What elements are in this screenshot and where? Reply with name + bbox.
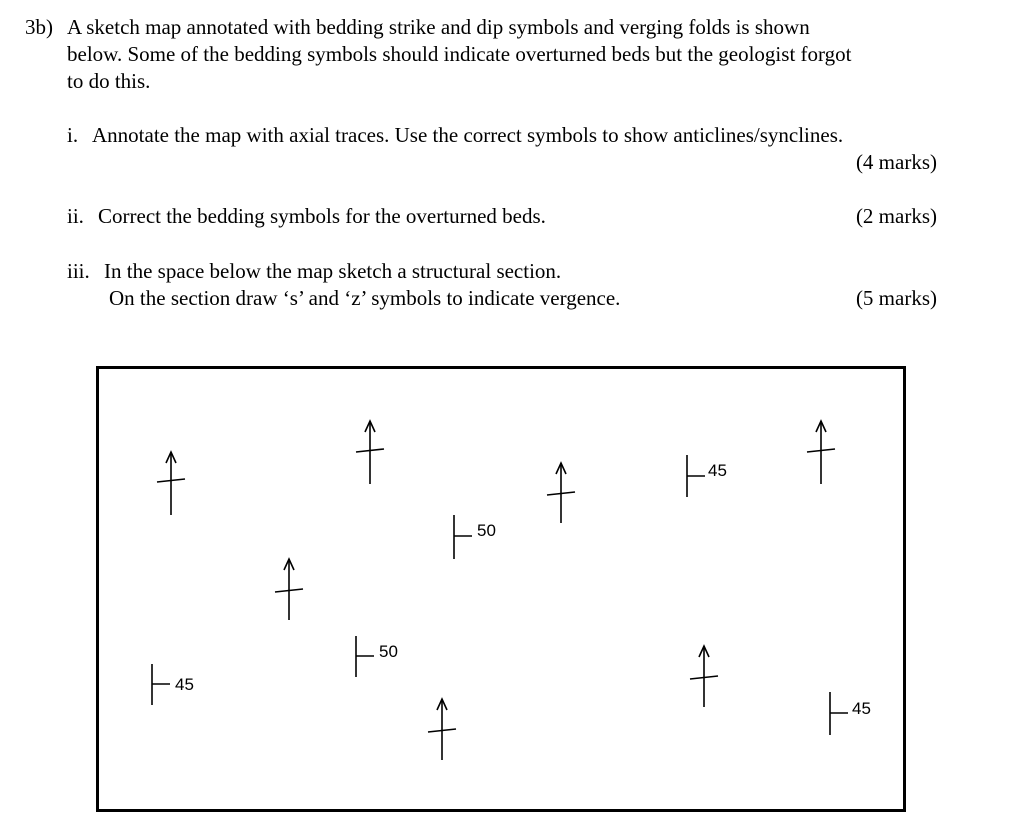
question-intro-line-1: A sketch map annotated with bedding strike and dip symbols and verging folds is shown [67,15,810,39]
part-ii-text: Correct the bedding symbols for the overturned beds. [98,204,546,228]
question-intro-line-2: below. Some of the bedding symbols should indicate overturned beds but the geologist forgot [67,42,852,66]
part-iii-label: iii. [67,259,90,283]
part-i-label: i. [67,123,79,147]
verging-fold-symbol-1 [157,452,185,515]
part-i-marks: (4 marks) [855,150,937,174]
verging-fold-symbol-5 [275,559,303,620]
question-number: 3b) [25,15,53,39]
verging-fold-symbol-6 [428,699,456,760]
part-iii-text-line-2: On the section draw ‘s’ and ‘z’ symbols to indicate vergence. [109,286,621,310]
verging-fold-symbol-2 [356,421,384,484]
strike-dip-symbol-3 [356,636,398,677]
part-i-text: Annotate the map with axial traces. Use the correct symbols to show anticlines/synclines. [92,123,844,147]
part-ii-marks: (2 marks) [855,204,937,228]
part-iii-marks: (5 marks) [855,286,937,310]
part-iii-text-line-1: In the space below the map sketch a structural section. [104,259,562,283]
strike-dip-symbol-2 [454,515,496,559]
sketch-map [96,366,906,812]
sketch-map-canvas [99,369,903,809]
dip-value-1: 45 [175,675,194,694]
question-intro-line-3: to do this. [67,69,151,93]
verging-fold-symbol-3 [547,463,575,523]
dip-value-5: 45 [852,699,871,718]
strike-dip-symbol-4 [687,455,727,497]
strike-dip-symbol-5 [830,692,871,735]
verging-fold-symbol-4 [807,421,835,484]
dip-value-4: 45 [708,461,727,480]
strike-dip-symbol-1 [152,664,194,705]
verging-fold-symbol-7 [690,646,718,707]
part-ii-label: ii. [67,204,84,228]
dip-value-3: 50 [379,642,398,661]
dip-value-2: 50 [477,521,496,540]
